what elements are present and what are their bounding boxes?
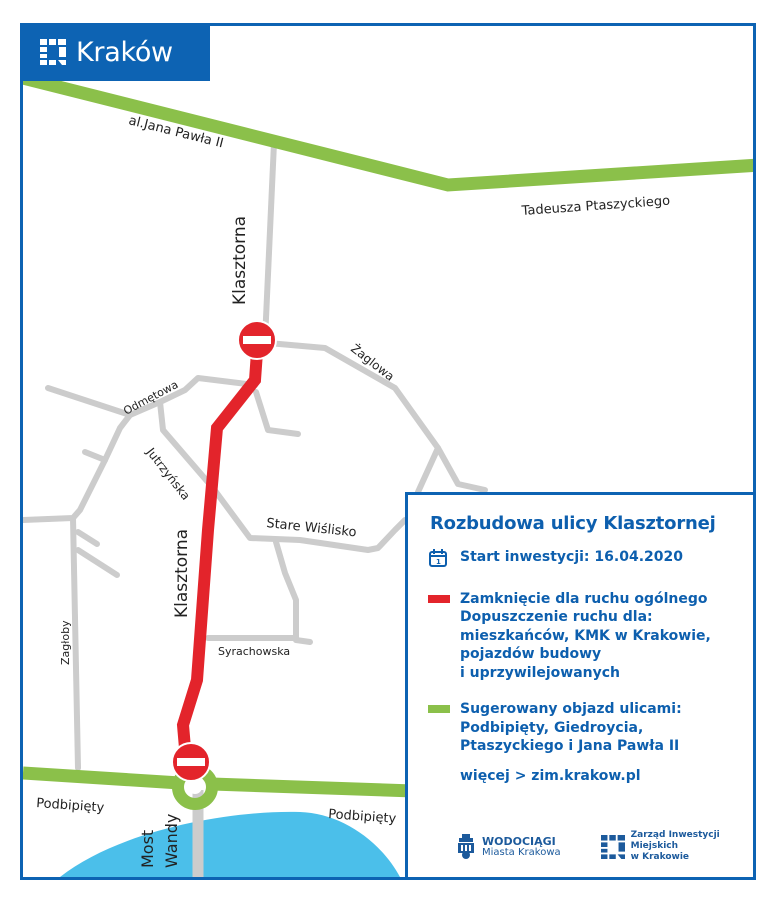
detour-line: Podbipięty, Giedroycia,	[460, 719, 644, 736]
label-podbipiety-east: Podbipięty	[327, 807, 397, 827]
closure-swatch	[428, 595, 450, 603]
label-jana-pawla: al.Jana Pawła II	[127, 113, 225, 152]
label-jutrzynska: Jutrzyńska	[143, 445, 193, 503]
label-syrachowska: Syrachowska	[218, 645, 291, 658]
label-most-wandy-1: Most	[138, 829, 157, 868]
zim-line: Zarząd Inwestycji	[630, 830, 720, 840]
closure-line: Zamknięcie dla ruchu ogólnego	[460, 590, 708, 607]
label-klasztorna-south: Klasztorna	[172, 528, 192, 618]
closure-line: i uprzywilejowanych	[460, 664, 621, 681]
more-info-link[interactable]: więcej > zim.krakow.pl	[460, 767, 641, 784]
label-zaglowa: Żaglowa	[348, 341, 397, 384]
zim-line: Miejskich	[630, 841, 679, 851]
no-entry-icon	[238, 321, 276, 359]
closed-road-klasztorna	[183, 352, 257, 748]
detour-line: Sugerowany objazd ulicami:	[460, 701, 682, 717]
label-most-wandy-2: Wandy	[162, 813, 181, 868]
label-klasztorna-north: Klasztorna	[230, 215, 250, 305]
krakow-logo	[20, 23, 210, 81]
wodociagi-name: WODOCIĄGI	[482, 834, 556, 848]
label-stare-wislisko: Stare Wiślisko	[265, 516, 358, 541]
no-entry-icon	[172, 743, 210, 781]
detour-line: Ptaszyckiego i Jana Pawła II	[460, 738, 680, 754]
label-podbipiety-west: Podbipięty	[35, 796, 105, 816]
info-panel	[405, 492, 756, 880]
wodociagi-crest-icon	[456, 834, 476, 860]
closure-legend	[428, 590, 753, 683]
city-name: Kraków	[76, 36, 173, 68]
closure-line: pojazdów budowy	[460, 646, 602, 662]
start-date-text: Start inwestycji: 16.04.2020	[460, 549, 683, 565]
svg-text:1: 1	[436, 558, 441, 566]
closure-line: mieszkańców, KMK w Krakowie,	[460, 627, 711, 644]
label-zagloby: Zagłoby	[59, 620, 72, 665]
krakow-square-mark-icon	[40, 39, 66, 65]
info-title: Rozbudowa ulicy Klasztornej	[430, 513, 716, 534]
zim-logo	[601, 830, 720, 863]
wodociagi-logo	[456, 834, 561, 860]
label-ptaszyckiego: Tadeusza Ptaszyckiego	[521, 193, 671, 219]
zim-logo-icon	[601, 835, 625, 859]
zim-line: w Krakowie	[630, 852, 690, 862]
calendar-icon	[428, 548, 448, 568]
start-date-row	[428, 548, 753, 574]
closure-line: Dopuszczenie ruchu dla:	[460, 609, 653, 625]
label-odmetowa: Odmętowa	[121, 378, 181, 418]
detour-swatch	[428, 705, 450, 713]
detour-legend	[428, 700, 753, 756]
partner-logos	[456, 830, 720, 863]
wodociagi-sub: Miasta Krakowa	[482, 846, 561, 858]
